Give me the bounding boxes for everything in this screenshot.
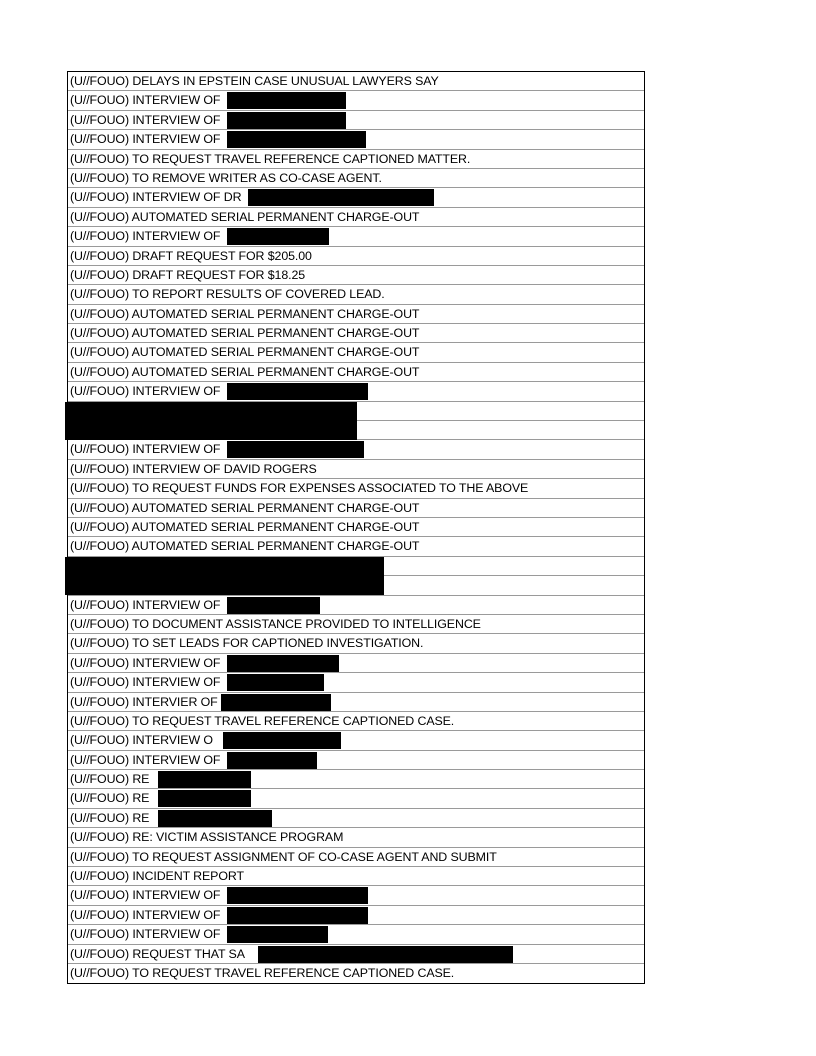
document-table [67,71,645,984]
table-row [68,363,644,382]
row-text: (U//FOUO) INTERVIEW OF [70,442,221,457]
table-row [68,460,644,479]
row-text: (U//FOUO) TO REPORT RESULTS OF COVERED LEAD. [70,287,385,302]
table-row [68,440,644,459]
redaction-block [248,189,434,206]
row-text: (U//FOUO) AUTOMATED SERIAL PERMANENT CHARGE-OUT [70,306,420,321]
redaction-block [158,790,251,807]
row-text: (U//FOUO) TO REMOVE WRITER AS CO-CASE AGENT. [70,170,382,185]
table-row [68,518,644,537]
table-row [68,188,644,207]
row-text: (U//FOUO) AUTOMATED SERIAL PERMANENT CHARGE-OUT [70,539,420,554]
row-text: (U//FOUO) INTERVIEW OF [70,384,221,399]
redaction-block [227,674,324,691]
table-row [68,867,644,886]
row-text: (U//FOUO) INTERVIEW OF DAVID ROGERS [70,461,317,476]
redaction-block-large [65,557,384,595]
table-row [68,596,644,615]
row-text: (U//FOUO) AUTOMATED SERIAL PERMANENT CHARGE-OUT [70,500,420,515]
redaction-block [158,771,251,788]
row-text: (U//FOUO) TO REQUEST TRAVEL REFERENCE CAPTIONED CASE. [70,713,455,728]
redaction-block [227,887,368,904]
table-row [68,382,644,401]
row-text: (U//FOUO) DRAFT REQUEST FOR $18.25 [70,267,306,282]
table-row [68,925,644,944]
row-text: (U//FOUO) INTERVIER OF [70,694,218,709]
redaction-block [221,694,331,711]
table-row [68,266,644,285]
table-row [68,150,644,169]
table-row [68,91,644,110]
row-text: (U//FOUO) INTERVIEW OF [70,907,221,922]
table-row [68,654,644,673]
row-text: (U//FOUO) RE [70,772,150,787]
redaction-block [227,926,328,943]
row-text: (U//FOUO) INTERVIEW OF [70,752,221,767]
table-row [68,343,644,362]
redaction-block [227,383,368,400]
table-row [68,324,644,343]
row-text: (U//FOUO) INTERVIEW OF [70,888,221,903]
redaction-block [227,597,320,614]
row-text: (U//FOUO) DELAYS IN EPSTEIN CASE UNUSUAL LAWYERS SAY [70,74,439,88]
row-text: (U//FOUO) INTERVIEW OF [70,229,221,244]
row-text: (U//FOUO) AUTOMATED SERIAL PERMANENT CHARGE-OUT [70,326,420,341]
row-text: (U//FOUO) REQUEST THAT SA [70,946,245,961]
redaction-block [446,946,513,963]
row-text: (U//FOUO) RE [70,810,150,825]
row-text: (U//FOUO) INCIDENT REPORT [70,869,244,884]
row-text: (U//FOUO) RE: VICTIM ASSISTANCE PROGRAM [70,830,344,845]
table-row [68,305,644,324]
table-row [68,886,644,905]
redaction-block [258,946,478,963]
redaction-block [158,810,272,827]
row-text: (U//FOUO) INTERVIEW OF [70,675,221,690]
row-text: (U//FOUO) INTERVIEW OF [70,132,221,147]
table-row-redacted [68,402,644,421]
row-text: (U//FOUO) TO REQUEST FUNDS FOR EXPENSES ASSOCIATED TO THE ABOVE [70,481,529,496]
row-text: (U//FOUO) AUTOMATED SERIAL PERMANENT CHARGE-OUT [70,209,420,224]
row-text: (U//FOUO) TO REQUEST TRAVEL REFERENCE CAPTIONED MATTER. [70,151,471,166]
table-row [68,227,644,246]
row-text: (U//FOUO) DRAFT REQUEST FOR $205.00 [70,248,312,263]
table-row [68,848,644,867]
table-row [68,731,644,750]
row-text: (U//FOUO) AUTOMATED SERIAL PERMANENT CHARGE-OUT [70,345,420,360]
row-text: (U//FOUO) TO REQUEST ASSIGNMENT OF CO-CASE AGENT AND SUBMIT [70,849,497,864]
redaction-block-large [65,402,357,440]
redaction-block [227,92,346,109]
row-text: (U//FOUO) INTERVIEW OF [70,597,221,612]
table-row [68,169,644,188]
table-row [68,247,644,266]
table-row [68,693,644,712]
table-row [68,751,644,770]
table-row [68,285,644,304]
row-text: (U//FOUO) INTERVIEW OF [70,93,221,108]
table-row [68,634,644,653]
row-text: (U//FOUO) INTERVIEW OF [70,112,221,127]
row-text: (U//FOUO) TO REQUEST TRAVEL REFERENCE CAPTIONED CASE. [70,965,455,980]
table-row [68,537,644,556]
redaction-block [227,131,366,148]
redaction-block [227,228,329,245]
row-text: (U//FOUO) INTERVIEW OF [70,927,221,942]
redaction-block [227,441,364,458]
redaction-block [227,752,317,769]
table-row-redacted [68,557,644,576]
row-text: (U//FOUO) TO SET LEADS FOR CAPTIONED INVESTIGATION. [70,636,424,651]
redaction-block [227,907,368,924]
row-text: (U//FOUO) AUTOMATED SERIAL PERMANENT CHARGE-OUT [70,519,420,534]
table-row [68,789,644,808]
table-row [68,964,644,983]
table-row [68,770,644,789]
table-row [68,72,644,91]
row-text: (U//FOUO) INTERVIEW O [70,733,213,748]
redaction-block [227,655,339,672]
row-text: (U//FOUO) INTERVIEW OF [70,655,221,670]
row-text: (U//FOUO) RE [70,791,150,806]
table-row [68,712,644,731]
row-text: (U//FOUO) INTERVIEW OF DR [70,190,242,205]
redaction-block [223,732,341,749]
row-text: (U//FOUO) AUTOMATED SERIAL PERMANENT CHARGE-OUT [70,364,420,379]
table-row [68,906,644,925]
table-row [68,111,644,130]
redaction-block [227,112,346,129]
table-row [68,130,644,149]
table-row [68,809,644,828]
row-text: (U//FOUO) TO DOCUMENT ASSISTANCE PROVIDED TO INTELLIGENCE [70,616,481,631]
table-row [68,945,644,964]
table-row [68,828,644,847]
table-row [68,615,644,634]
table-row [68,479,644,498]
table-row [68,673,644,692]
table-row [68,208,644,227]
table-row [68,499,644,518]
